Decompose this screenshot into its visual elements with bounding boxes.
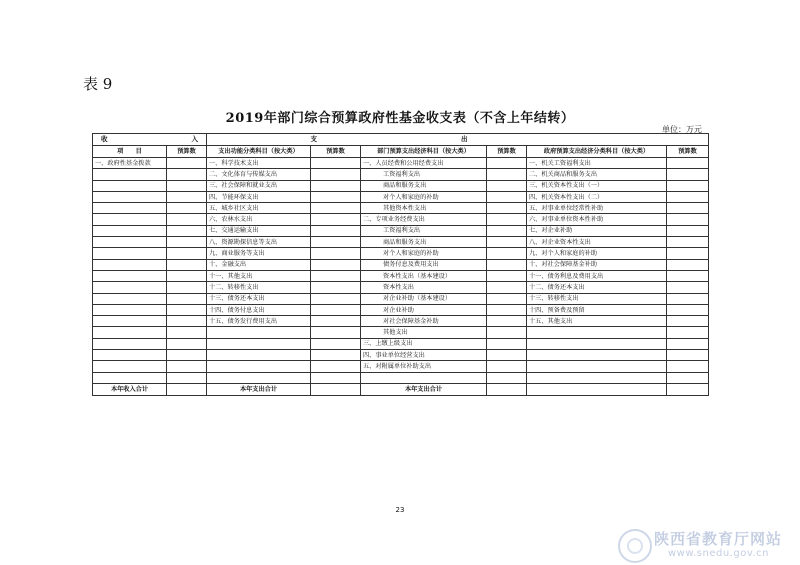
table-cell	[527, 327, 667, 338]
table-cell	[487, 259, 527, 270]
table-cell	[487, 225, 527, 236]
table-cell	[167, 158, 207, 169]
table-cell: 其他支出	[361, 327, 487, 338]
table-cell: 对企业补助（基本建设）	[361, 293, 487, 304]
table-cell	[667, 350, 709, 361]
table-cell	[167, 248, 207, 259]
table-cell	[487, 203, 527, 214]
unit-label: 单位：万元	[662, 125, 702, 134]
table-cell	[487, 180, 527, 191]
total-cell	[487, 383, 527, 395]
table-cell	[311, 327, 361, 338]
table-cell: 十二、债务还本支出	[527, 282, 667, 293]
table-cell: 一、科学技术支出	[207, 158, 311, 169]
watermark-url: www.snedu.gov.cn	[668, 548, 769, 559]
table-cell	[167, 214, 207, 225]
table-cell: 七、交通运输支出	[207, 225, 311, 236]
table-cell	[311, 169, 361, 180]
table-row	[93, 214, 709, 225]
table-cell	[93, 338, 167, 349]
table-row	[93, 338, 709, 349]
table-cell: 四、机关资本性支出（二）	[527, 191, 667, 202]
watermark-logo-icon	[618, 529, 652, 563]
table-cell	[527, 372, 667, 383]
table-cell	[487, 350, 527, 361]
table-cell	[167, 361, 207, 372]
table-cell: 十、对社会保障基金补助	[527, 259, 667, 270]
table-cell	[311, 338, 361, 349]
header-row-1	[93, 134, 709, 146]
table-cell	[311, 304, 361, 315]
totals-row	[93, 383, 709, 395]
table-cell	[487, 372, 527, 383]
table-cell: 对企业补助	[361, 304, 487, 315]
total-cell	[527, 383, 667, 395]
table-cell: 四、节能环保支出	[207, 191, 311, 202]
table-cell	[487, 316, 527, 327]
table-cell: 七、对企业补助	[527, 225, 667, 236]
table-cell	[167, 259, 207, 270]
table-cell	[167, 372, 207, 383]
table-cell	[93, 327, 167, 338]
table-cell: 九、对个人和家庭的补助	[527, 248, 667, 259]
table-cell: 九、商业服务等支出	[207, 248, 311, 259]
total-cell: 本年支出合计	[207, 383, 311, 395]
table-cell: 十一、债务利息及费用支出	[527, 270, 667, 281]
column-header: 支出功能分类科目（按大类）	[207, 146, 311, 158]
site-watermark	[616, 526, 800, 565]
table-cell	[667, 270, 709, 281]
table-cell	[487, 282, 527, 293]
column-header: 预算数	[487, 146, 527, 158]
table-row	[93, 225, 709, 236]
table-cell	[167, 304, 207, 315]
table-cell: 二、机关商品和服务支出	[527, 169, 667, 180]
table-cell	[167, 237, 207, 248]
table-row	[93, 169, 709, 180]
table-cell	[167, 316, 207, 327]
table-cell: 十四、预备费及预留	[527, 304, 667, 315]
table-cell	[93, 248, 167, 259]
table-cell	[667, 361, 709, 372]
table-cell: 三、机关资本性支出（一）	[527, 180, 667, 191]
table-cell	[487, 327, 527, 338]
table-cell	[93, 191, 167, 202]
total-cell: 本年支出合计	[361, 383, 487, 395]
table-row	[93, 293, 709, 304]
table-cell	[487, 293, 527, 304]
column-header: 预算数	[667, 146, 709, 158]
table-cell	[667, 304, 709, 315]
table-cell	[667, 327, 709, 338]
income-header	[93, 134, 207, 146]
table-cell	[311, 191, 361, 202]
header-row-2	[93, 146, 709, 158]
table-row	[93, 248, 709, 259]
table-cell: 对个人和家庭的补助	[361, 248, 487, 259]
income-header-right: 入	[191, 135, 198, 143]
table-cell: 工资福利支出	[361, 225, 487, 236]
table-cell	[667, 248, 709, 259]
column-header: 部门预算支出经济科目（按大类）	[361, 146, 487, 158]
table-cell	[487, 304, 527, 315]
table-cell	[93, 316, 167, 327]
table-cell	[667, 214, 709, 225]
table-cell	[667, 169, 709, 180]
total-cell	[167, 383, 207, 395]
expense-header	[207, 134, 709, 146]
table-cell	[311, 350, 361, 361]
table-cell	[93, 293, 167, 304]
table-cell	[207, 361, 311, 372]
table-cell	[311, 372, 361, 383]
table-cell	[167, 327, 207, 338]
table-cell	[667, 338, 709, 349]
table-cell: 五、城乡社区支出	[207, 203, 311, 214]
table-cell	[311, 237, 361, 248]
table-cell: 十三、转移性支出	[527, 293, 667, 304]
table-cell	[93, 169, 167, 180]
table-cell	[311, 225, 361, 236]
table-cell	[311, 203, 361, 214]
table-cell: 四、事业单位经营支出	[361, 350, 487, 361]
table-cell	[487, 237, 527, 248]
table-cell: 工资福利支出	[361, 169, 487, 180]
table-cell: 五、对事业单位经常性补助	[527, 203, 667, 214]
table-cell	[311, 316, 361, 327]
table-cell: 十四、债务付息支出	[207, 304, 311, 315]
table-cell	[207, 338, 311, 349]
table-cell	[93, 350, 167, 361]
table-cell	[667, 293, 709, 304]
total-cell	[311, 383, 361, 395]
table-cell	[527, 361, 667, 372]
table-cell: 十五、其他支出	[527, 316, 667, 327]
table-cell	[93, 282, 167, 293]
table-cell	[667, 259, 709, 270]
expense-header-right: 出	[461, 135, 468, 143]
document-title: 2019年部门综合预算政府性基金收支表（不含上年结转）	[225, 111, 575, 126]
table-cell: 三、上缴上级支出	[361, 338, 487, 349]
table-cell: 六、农林水支出	[207, 214, 311, 225]
table-cell	[311, 270, 361, 281]
table-cell	[93, 180, 167, 191]
table-cell	[93, 304, 167, 315]
column-header: 政府预算支出经济分类科目（按大类）	[527, 146, 667, 158]
table-row	[93, 237, 709, 248]
table-cell: 五、对附属单位补助支出	[361, 361, 487, 372]
table-cell: 一、政府性基金拨款	[93, 158, 167, 169]
table-cell	[93, 214, 167, 225]
table-row	[93, 270, 709, 281]
table-label: 表 9	[83, 75, 113, 93]
table-cell: 十三、债务还本支出	[207, 293, 311, 304]
table-cell	[487, 338, 527, 349]
table-cell	[311, 214, 361, 225]
budget-table	[92, 133, 709, 396]
table-cell	[487, 158, 527, 169]
table-cell	[311, 180, 361, 191]
table-cell	[667, 191, 709, 202]
table-cell	[311, 282, 361, 293]
table-cell	[667, 158, 709, 169]
table-cell	[93, 203, 167, 214]
table-cell	[167, 338, 207, 349]
table-cell: 商品和服务支出	[361, 180, 487, 191]
table-cell	[207, 327, 311, 338]
table-cell	[667, 225, 709, 236]
table-cell	[487, 270, 527, 281]
table-cell	[93, 270, 167, 281]
table-cell: 对社会保障基金补助	[361, 316, 487, 327]
table-cell	[167, 191, 207, 202]
total-cell: 本年收入合计	[93, 383, 167, 395]
table-cell: 十一、其他支出	[207, 270, 311, 281]
table-cell	[93, 361, 167, 372]
table-cell	[311, 259, 361, 270]
table-row	[93, 316, 709, 327]
table-cell	[667, 237, 709, 248]
column-header: 项 目	[93, 146, 167, 158]
table-cell	[311, 293, 361, 304]
column-header: 预算数	[311, 146, 361, 158]
table-cell: 二、专项业务经费支出	[361, 214, 487, 225]
table-cell	[167, 350, 207, 361]
table-cell	[311, 248, 361, 259]
table-cell: 八、资源勘探信息等支出	[207, 237, 311, 248]
table-cell: 六、对事业单位资本性补助	[527, 214, 667, 225]
table-row	[93, 203, 709, 214]
table-cell	[167, 225, 207, 236]
expense-header-left: 支	[310, 135, 317, 143]
table-cell	[487, 248, 527, 259]
table-cell	[487, 169, 527, 180]
table-row	[93, 372, 709, 383]
table-cell	[311, 361, 361, 372]
table-row	[93, 191, 709, 202]
table-cell: 三、社会保障和就业支出	[207, 180, 311, 191]
table-cell	[667, 203, 709, 214]
table-row	[93, 304, 709, 315]
table-cell	[93, 372, 167, 383]
table-cell	[527, 338, 667, 349]
table-cell: 资本性支出（基本建设）	[361, 270, 487, 281]
table-cell: 二、文化体育与传媒支出	[207, 169, 311, 180]
table-cell: 一、机关工资福利支出	[527, 158, 667, 169]
table-cell: 一、人员经费和公用经费支出	[361, 158, 487, 169]
table-cell	[667, 316, 709, 327]
table-cell: 其他资本性支出	[361, 203, 487, 214]
table-cell	[167, 169, 207, 180]
table-row	[93, 350, 709, 361]
table-cell	[667, 372, 709, 383]
total-cell	[667, 383, 709, 395]
table-cell	[667, 282, 709, 293]
table-cell	[167, 282, 207, 293]
table-cell	[207, 372, 311, 383]
table-cell: 资本性支出	[361, 282, 487, 293]
table-cell: 十、金融支出	[207, 259, 311, 270]
table-cell: 对个人和家庭的补助	[361, 191, 487, 202]
page-number: 23	[395, 506, 405, 514]
income-header-left: 收	[101, 135, 108, 143]
table-cell	[487, 191, 527, 202]
table-row	[93, 158, 709, 169]
table-cell: 商品和服务支出	[361, 237, 487, 248]
table-cell	[167, 203, 207, 214]
column-header: 预算数	[167, 146, 207, 158]
table-cell	[667, 180, 709, 191]
table-cell	[167, 270, 207, 281]
table-cell	[93, 237, 167, 248]
table-cell	[93, 259, 167, 270]
table-cell	[487, 214, 527, 225]
table-cell: 债务付息及费用支出	[361, 259, 487, 270]
watermark-name: 陕西省教育厅网站	[654, 530, 783, 548]
table-cell	[311, 158, 361, 169]
table-cell	[93, 225, 167, 236]
table-cell	[361, 372, 487, 383]
table-row	[93, 282, 709, 293]
table-row	[93, 259, 709, 270]
table-cell: 八、对企业资本性支出	[527, 237, 667, 248]
table-cell: 十五、债务发行费用支出	[207, 316, 311, 327]
table-cell	[167, 180, 207, 191]
table-row	[93, 180, 709, 191]
table-cell	[487, 361, 527, 372]
table-cell	[207, 350, 311, 361]
table-cell	[167, 293, 207, 304]
table-cell	[527, 350, 667, 361]
table-cell: 十二、转移性支出	[207, 282, 311, 293]
table-row	[93, 327, 709, 338]
table-row	[93, 361, 709, 372]
